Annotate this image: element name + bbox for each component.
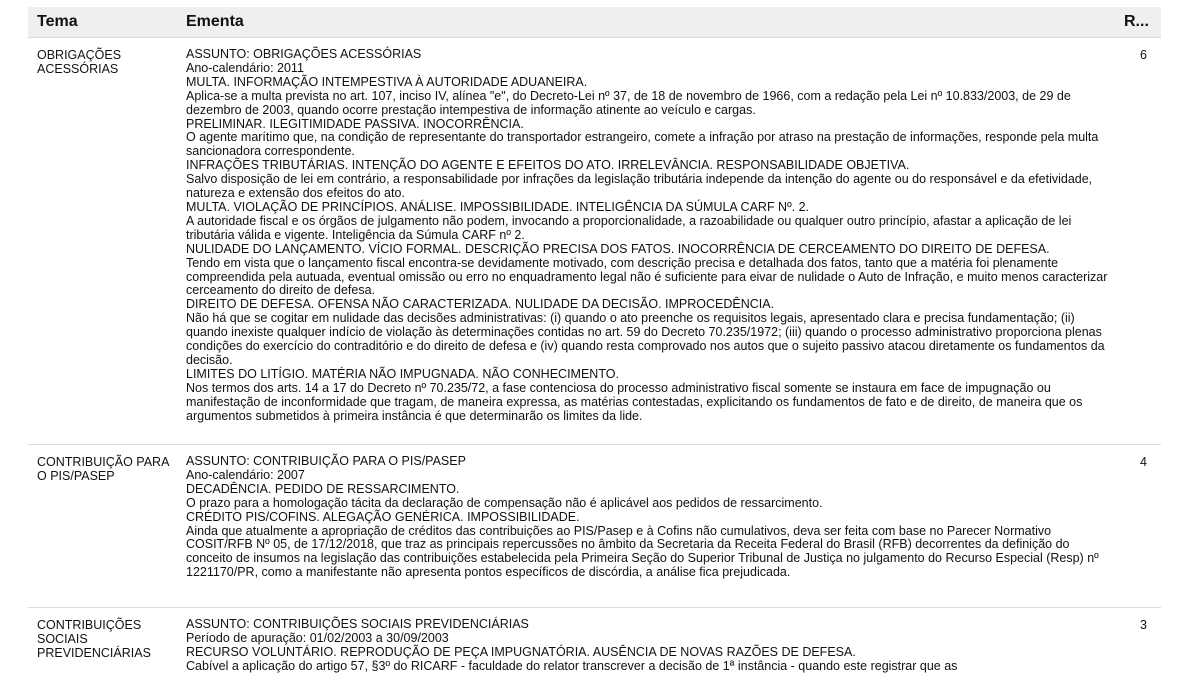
ementa-line: ASSUNTO: CONTRIBUIÇÃO PARA O PIS/PASEP	[186, 454, 466, 468]
row-count: 6	[1140, 48, 1147, 62]
ementa-line: O agente marítimo que, na condição de representante do transportador estrangeiro, comete a infração por atraso na prestação de informações, responde pela multa sancionadora correspondente.	[186, 130, 1099, 159]
row-ementa	[186, 48, 1111, 423]
ementa-line: CRÉDITO PIS/COFINS. ALEGAÇÃO GENÉRICA. IMPOSSIBILIDADE.	[186, 509, 580, 524]
table-header	[28, 7, 1161, 38]
row-tema: OBRIGAÇÕES ACESSÓRIAS	[37, 48, 122, 76]
ementa-line: DECADÊNCIA. PEDIDO DE RESSARCIMENTO.	[186, 481, 460, 496]
ementa-line: O prazo para a homologação tácita da declaração de compensação não é aplicável aos pedidos de ressarcimento.	[186, 495, 823, 510]
ementa-line: RECURSO VOLUNTÁRIO. REPRODUÇÃO DE PEÇA IMPUGNATÓRIA. AUSÊNCIA DE NOVAS RAZÕES DE DEFESA.	[186, 644, 856, 659]
row-ementa	[186, 455, 1111, 580]
results-table	[28, 7, 1161, 688]
column-header-ementa[interactable]: Ementa	[186, 13, 244, 30]
ementa-line: Período de apuração: 01/02/2003 a 30/09/2003	[186, 630, 449, 645]
ementa-line: LIMITES DO LITÍGIO. MATÉRIA NÃO IMPUGNADA. NÃO CONHECIMENTO.	[186, 366, 619, 381]
row-tema: CONTRIBUIÇÕES SOCIAIS PREVIDENCIÁRIAS	[37, 618, 151, 660]
ementa-line: NULIDADE DO LANÇAMENTO. VÍCIO FORMAL. DESCRIÇÃO PRECISA DOS FATOS. INOCORRÊNCIA DE CERCEAMENTO DO DIREITO DE DEFESA.	[186, 241, 1050, 256]
ementa-line: Ano-calendário: 2011	[186, 60, 304, 75]
ementa-line: MULTA. VIOLAÇÃO DE PRINCÍPIOS. ANÁLISE. IMPOSSIBILIDADE. INTELIGÊNCIA DA SÚMULA CARF Nº. 2.	[186, 199, 810, 214]
ementa-line: Cabível a aplicação do artigo 57, §3º do RICARF - faculdade do relator transcrever a decisão de 1ª instância - quando este registrar que as	[186, 658, 958, 673]
ementa-line: Tendo em vista que o lançamento fiscal encontra-se devidamente motivado, com descrição precisa e detalhada dos fatos, tanto que a matéria foi plenamente compreendida pela autuada, eventual omissão ou erro no enquadramento legal não é suficiente para eivar de nulidade o Auto de Infração, e muito menos caracterizar cerceamento do direito de defesa.	[186, 255, 1108, 298]
table-row[interactable]	[28, 38, 1161, 445]
ementa-line: Não há que se cogitar em nulidade das decisões administrativas: (i) quando o ato preenche os requisitos legais, apresentado clara e precisa fundamentação; (ii) quando inexiste qualquer indício de violação às determinações contidas no art. 59 do Decreto 70.235/1972; (iii) quando o processo administrativo proporciona plenas condições do exercício do contraditório e do direito de defesa e (iv) quando resta comprovado nos autos que o sujeito passivo atacou diretamente os fundamentos da decisão.	[186, 311, 1105, 367]
ementa-line: A autoridade fiscal e os órgãos de julgamento não podem, invocando a proporcionalidade, a razoabilidade ou qualquer outro princípio, afastar a aplicação de lei tributária válida e vigente. Inteligência da Súmula CARF nº 2.	[186, 213, 1072, 242]
ementa-line: Salvo disposição de lei em contrário, a responsabilidade por infrações da legislação tributária independe da intenção do agente ou do responsável e da efetividade, natureza e extensão dos efeitos do ato.	[186, 172, 1093, 201]
ementa-line: PRELIMINAR. ILEGITIMIDADE PASSIVA. INOCORRÊNCIA.	[186, 116, 524, 131]
ementa-line: Ano-calendário: 2007	[186, 467, 305, 482]
ementa-line: MULTA. INFORMAÇÃO INTEMPESTIVA À AUTORIDADE ADUANEIRA.	[186, 74, 588, 89]
column-header-tema[interactable]: Tema	[37, 13, 78, 30]
ementa-line: INFRAÇÕES TRIBUTÁRIAS. INTENÇÃO DO AGENTE E EFEITOS DO ATO. IRRELEVÂNCIA. RESPONSABILIDADE OBJETIVA.	[186, 158, 910, 173]
ementa-line: Ainda que atualmente a apropriação de créditos das contribuições ao PIS/Pasep e à Cofins não cumulativos, deva ser feita com base no Parecer Normativo COSIT/RFB Nº 05, de 17/12/2018, que traz as principais repercussões no âmbito da Secretaria da Receita Federal do Brasil (RFB) decorrentes da definição do conceito de insumos na legislação das contribuições estabelecida pela Primeira Seção do Superior Tribunal de Justiça no julgamento do Recurso Especial (Resp) nº 1221170/PR, como a manifestante não apresenta pontos específicos de discórdia, a análise fica prejudicada.	[186, 523, 1099, 580]
row-count: 3	[1140, 618, 1147, 632]
ementa-line: ASSUNTO: CONTRIBUIÇÕES SOCIAIS PREVIDENCIÁRIAS	[186, 617, 529, 631]
table-row[interactable]	[28, 445, 1161, 608]
row-count: 4	[1140, 455, 1147, 469]
ementa-line: ASSUNTO: OBRIGAÇÕES ACESSÓRIAS	[186, 47, 422, 61]
row-tema: CONTRIBUIÇÃO PARA O PIS/PASEP	[37, 455, 169, 483]
table-row[interactable]	[28, 608, 1161, 688]
ementa-line: Nos termos dos arts. 14 a 17 do Decreto nº 70.235/72, a fase contenciosa do processo administrativo fiscal somente se instaura em face de impugnação ou manifestação de inconformidade que tragam, de maneira expressa, as matérias contestadas, explicitando os fundamentos de fato e de direito, de maneira que os argumentos submetidos à primeira instância é que determinarão os limites da lide.	[186, 380, 1083, 423]
ementa-line: Aplica-se a multa prevista no art. 107, inciso IV, alínea "e", do Decreto-Lei nº 37, de 18 de novembro de 1966, com a redação pela Lei nº 10.833/2003, de 29 de dezembro de 2003, quando ocorre prestação intempestiva de informação atinente ao veículo e cargas.	[186, 88, 1071, 117]
row-ementa	[186, 618, 1111, 674]
ementa-line: DIREITO DE DEFESA. OFENSA NÃO CARACTERIZADA. NULIDADE DA DECISÃO. IMPROCEDÊNCIA.	[186, 297, 775, 312]
column-header-r[interactable]: R...	[1124, 13, 1149, 30]
